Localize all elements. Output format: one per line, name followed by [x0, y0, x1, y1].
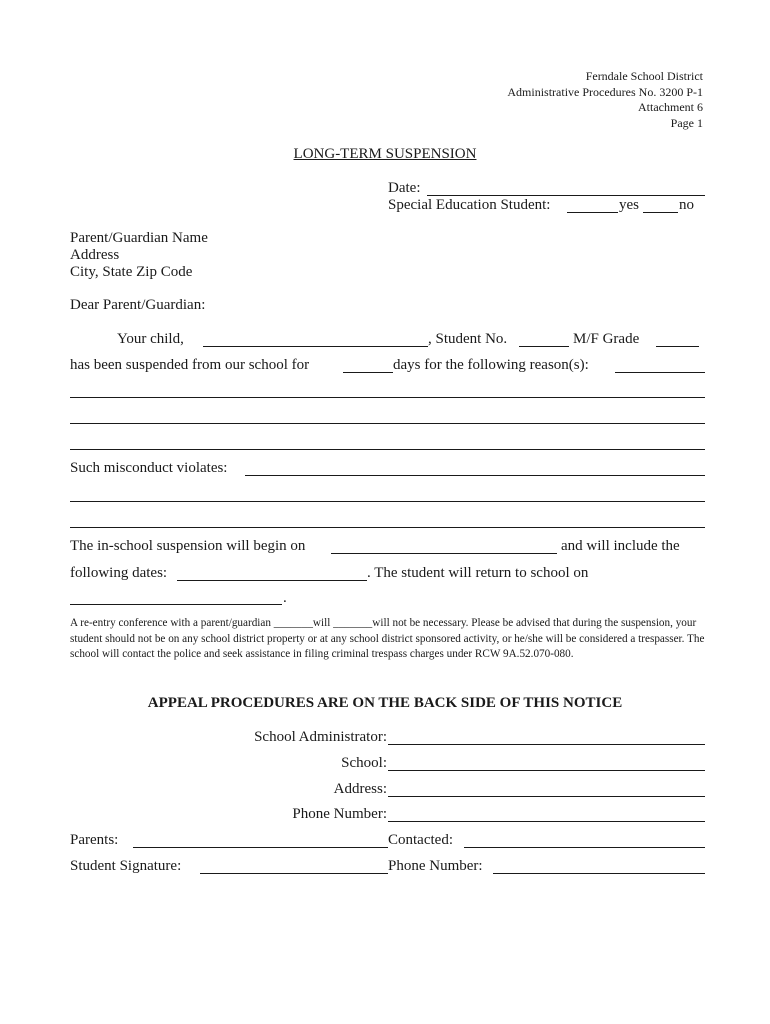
phone2-label: Phone Number: — [388, 858, 483, 874]
attachment-number: Attachment 6 — [638, 100, 703, 114]
sped-yes-field[interactable] — [567, 212, 618, 213]
inschool-begin-label: The in-school suspension will begin on — [70, 538, 306, 554]
contacted-label: Contacted: — [388, 832, 453, 848]
contacted-field[interactable] — [464, 847, 705, 848]
address-field[interactable] — [388, 796, 705, 797]
sped-yes-label: yes — [619, 197, 639, 213]
parent-city: City, State Zip Code — [70, 264, 193, 280]
phone-field[interactable] — [388, 821, 705, 822]
district-name: Ferndale School District — [585, 69, 703, 83]
grade-field[interactable] — [656, 346, 699, 347]
following-dates-field[interactable] — [177, 580, 367, 581]
phone-label: Phone Number: — [292, 806, 387, 822]
student-no-field[interactable] — [519, 346, 569, 347]
days-field[interactable] — [343, 372, 393, 373]
reason-line[interactable] — [70, 449, 705, 450]
student-signature-field[interactable] — [200, 873, 388, 874]
your-child-label: Your child, — [117, 331, 184, 347]
misconduct-line[interactable] — [70, 501, 705, 502]
days-reason-label: days for the following reason(s): — [393, 357, 589, 373]
phone2-field[interactable] — [493, 873, 705, 874]
reason-field[interactable] — [615, 372, 705, 373]
parents-field[interactable] — [133, 847, 388, 848]
parents-label: Parents: — [70, 832, 119, 848]
sped-no-label: no — [679, 197, 694, 213]
student-signature-label: Student Signature: — [70, 858, 182, 874]
document-title: LONG-TERM SUSPENSION — [293, 146, 477, 162]
parent-address: Address — [70, 247, 120, 263]
date-label: Date: — [388, 180, 421, 196]
document-header — [507, 69, 703, 131]
return-period: . — [283, 590, 287, 606]
school-label: School: — [341, 755, 387, 771]
following-dates-label: following dates: — [70, 565, 168, 581]
misconduct-field[interactable] — [245, 475, 705, 476]
sped-no-field[interactable] — [643, 212, 678, 213]
mf-grade-label: M/F Grade — [573, 331, 640, 347]
school-field[interactable] — [388, 770, 705, 771]
appeal-notice: APPEAL PROCEDURES ARE ON THE BACK SIDE OF THIS NOTICE — [147, 695, 623, 711]
parent-name: Parent/Guardian Name — [70, 230, 208, 246]
administrator-field[interactable] — [388, 744, 705, 745]
salutation: Dear Parent/Guardian: — [70, 297, 206, 313]
address-label: Address: — [333, 781, 387, 797]
reason-line[interactable] — [70, 423, 705, 424]
return-label: . The student will return to school on — [367, 565, 589, 581]
page-number: Page 1 — [670, 115, 703, 130]
misconduct-label: Such misconduct violates: — [70, 460, 228, 476]
reason-line[interactable] — [70, 397, 705, 398]
misconduct-line[interactable] — [70, 527, 705, 528]
administrator-label: School Administrator: — [254, 729, 387, 745]
suspended-for-label: has been suspended from our school for — [70, 357, 310, 373]
include-label: and will include the — [561, 538, 680, 554]
procedure-number: Administrative Procedures No. 3200 P-1 — [507, 84, 703, 99]
begin-date-field[interactable] — [331, 553, 557, 554]
sped-label: Special Education Student: — [388, 197, 551, 213]
date-field[interactable] — [427, 195, 705, 196]
child-name-field[interactable] — [203, 346, 428, 347]
student-no-label: , Student No. — [428, 331, 508, 347]
reentry-paragraph: A re-entry conference with a parent/guardian _______will _______will not be necessary. Please be advised that during the suspension, your student should not be on any school district property or at any school district sponsored activity, or he/she will be considered a trespasser. The school will contact the police and seek assistance in filing criminal trespass charges under RCW 9A.52.070-080. — [70, 617, 705, 660]
return-date-field[interactable] — [70, 604, 282, 605]
